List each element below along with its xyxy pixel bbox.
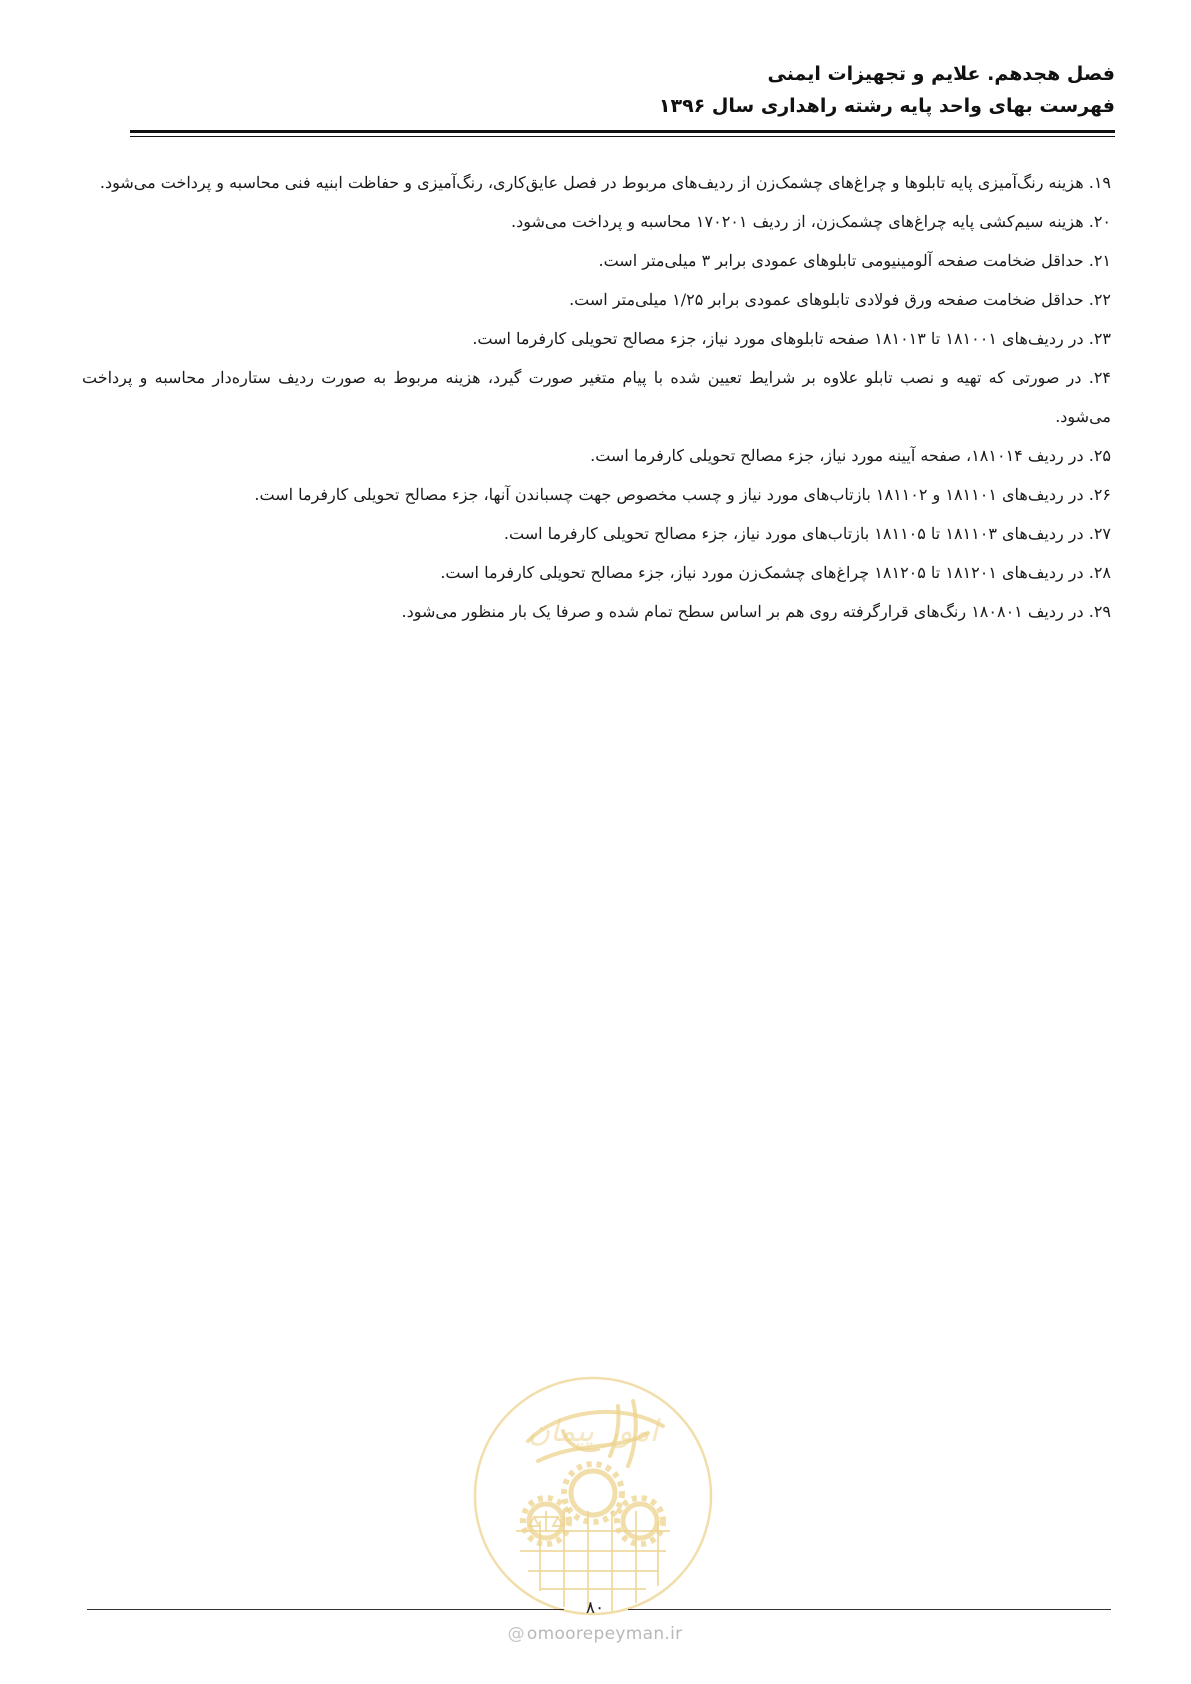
- footer-rule-right: [628, 1609, 1111, 1610]
- header-rule-thin: [130, 136, 1115, 137]
- note-item-20: ۲۰. هزینه سیم‌کشی پایه چراغ‌های چشمک‌زن، از ردیف ۱۷۰۲۰۱ محاسبه و پرداخت می‌شود.: [511, 212, 1111, 231]
- footer-rule-left: [87, 1609, 564, 1610]
- chapter-title: فصل هجدهم. علایم و تجهیزات ایمنی: [767, 63, 1115, 85]
- note-item-21: ۲۱. حداقل ضخامت صفحه آلومینیومی تابلوهای عمودی برابر ۳ میلی‌متر است.: [598, 251, 1111, 270]
- page-number: ۸۰: [585, 1598, 605, 1618]
- note-item-23: ۲۳. در ردیف‌های ۱۸۱۰۰۱ تا ۱۸۱۰۱۳ صفحه تابلوهای مورد نیاز، جزء مصالح تحویلی کارفرما است.: [472, 329, 1111, 348]
- header-rule-thick: [130, 130, 1115, 133]
- website-url: omoorepeyman.ir: [526, 1624, 683, 1644]
- scale-icon: [529, 1511, 563, 1531]
- note-item-26: ۲۶. در ردیف‌های ۱۸۱۱۰۱ و ۱۸۱۱۰۲ بازتاب‌های مورد نیاز و چسب مخصوص جهت چسباندن آنها، جزء مصالح تحویلی کارفرما است.: [254, 485, 1111, 504]
- note-item-29: ۲۹. در ردیف ۱۸۰۸۰۱ رنگ‌های قرارگرفته روی هم بر اساس سطح تمام شده و صرفا یک بار منظور می‌شود.: [401, 602, 1111, 621]
- page-header: [130, 58, 1115, 122]
- note-item-28: ۲۸. در ردیف‌های ۱۸۱۲۰۱ تا ۱۸۱۲۰۵ چراغ‌های چشمک‌زن مورد نیاز، جزء مصالح تحویلی کارفرما است.: [440, 563, 1111, 582]
- omoor-peyman-watermark-logo: [468, 1371, 718, 1621]
- note-item-22: ۲۲. حداقل ضخامت صفحه ورق فولادی تابلوهای عمودی برابر ۱/۲۵ میلی‌متر است.: [569, 290, 1111, 309]
- website-footer: [470, 1624, 720, 1644]
- note-item-19: ۱۹. هزینه رنگ‌آمیزی پایه تابلوها و چراغ‌های چشمک‌زن از ردیف‌های مربوط در فصل عایق‌کاری، رنگ‌آمیزی و حفاظت ابنیه فنی محاسبه و پرداخت می‌شود.: [99, 173, 1111, 192]
- book-title: فهرست بهای واحد پایه رشته راهداری سال ۱۳۹۶: [658, 95, 1115, 117]
- logo-text: امور پیمان: [528, 1414, 658, 1449]
- note-item-24: ۲۴. در صورتی که تهیه و نصب تابلو علاوه بر شرایط تعیین شده با پیام متغیر صورت گیرد، هزینه مربوط به صورت ردیف ستاره‌دار محاسبه و پرداخت می‌شود.: [82, 368, 1111, 426]
- at-icon: @: [507, 1624, 525, 1644]
- notes-list: [82, 163, 1111, 631]
- gear-icon: [529, 1471, 657, 1538]
- note-item-27: ۲۷. در ردیف‌های ۱۸۱۱۰۳ تا ۱۸۱۱۰۵ بازتاب‌های مورد نیاز، جزء مصالح تحویلی کارفرما است.: [503, 524, 1111, 543]
- note-item-25: ۲۵. در ردیف ۱۸۱۰۱۴، صفحه آیینه مورد نیاز، جزء مصالح تحویلی کارفرما است.: [590, 446, 1111, 465]
